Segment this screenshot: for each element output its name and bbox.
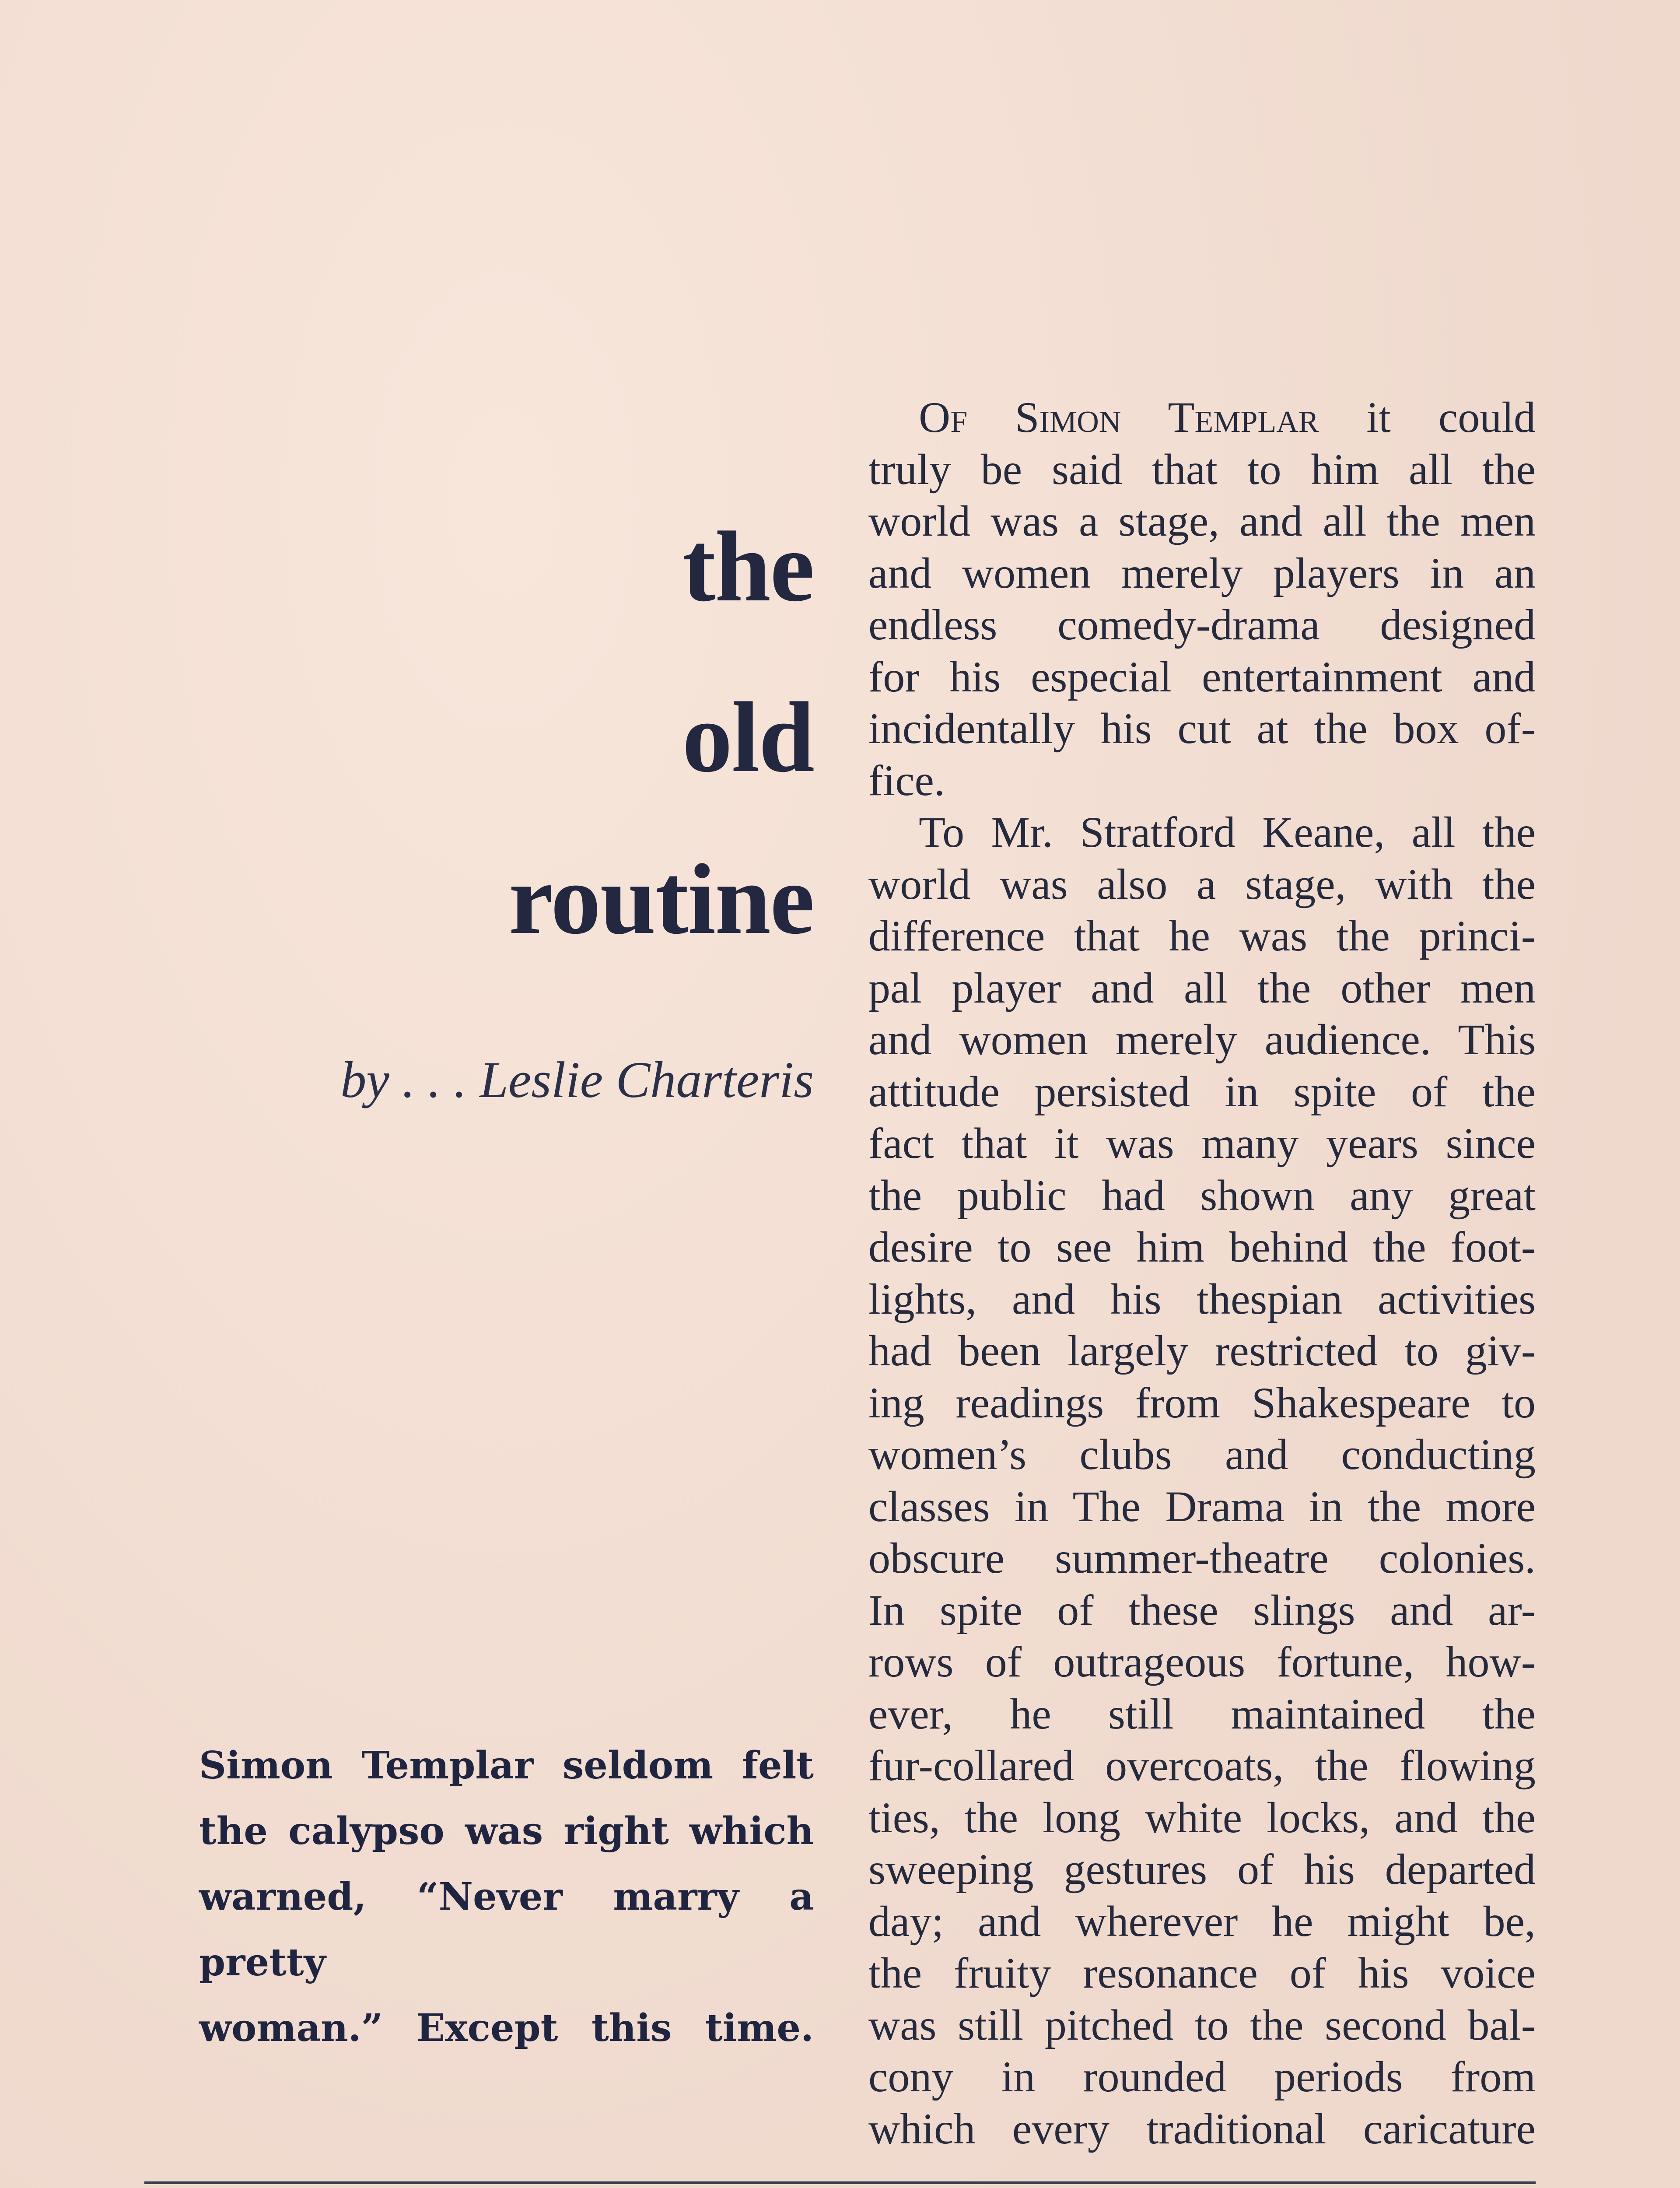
- title-line-the: the: [682, 511, 814, 622]
- body-line: day; and wherever he might be,: [868, 1897, 1536, 1946]
- body-line: desire to see him behind the foot-: [868, 1223, 1536, 1271]
- body-line: sweeping gestures of his departed: [868, 1845, 1536, 1893]
- author-byline: by . . . Leslie Charteris: [340, 1051, 814, 1108]
- story-body: [868, 392, 1536, 2155]
- body-line: In spite of these slings and ar-: [868, 1585, 1536, 1634]
- body-line: To Mr. Stratford Keane, all the: [919, 808, 1536, 856]
- body-line: classes in The Drama in the more: [868, 1482, 1536, 1531]
- body-line: difference that he was the princi-: [868, 912, 1536, 960]
- teaser-line: woman.” Except this time.: [199, 2006, 814, 2050]
- teaser-line: warned, “Never marry a pretty: [199, 1875, 814, 1985]
- body-line: attitude persisted in spite of the: [868, 1067, 1536, 1116]
- title-line-old: old: [682, 681, 814, 793]
- body-line: ever, he still maintained the: [868, 1689, 1536, 1738]
- teaser-line: the calypso was right which: [199, 1809, 814, 1853]
- body-line: ing readings from Shakespeare to: [868, 1378, 1536, 1427]
- title-line-routine: routine: [508, 843, 814, 955]
- caption-top-rule: [144, 2181, 1536, 2184]
- body-line: obscure summer-theatre colonies.: [868, 1534, 1536, 1582]
- body-line: the fruity resonance of his voice: [868, 1949, 1536, 1997]
- body-line: world was a stage, and all the men: [868, 497, 1536, 545]
- body-line: had been largely restricted to giv-: [868, 1326, 1536, 1375]
- paragraph-2: [868, 806, 1536, 2155]
- body-line: incidentally his cut at the box of-: [868, 704, 1536, 753]
- body-line: for his especial entertainment and: [868, 652, 1536, 701]
- body-first-line: Of Simon Templar it could: [919, 393, 1536, 442]
- body-line: cony in rounded periods from: [868, 2052, 1536, 2101]
- body-line: fice.: [868, 756, 945, 805]
- body-line: women’s clubs and conducting: [868, 1430, 1536, 1479]
- body-line: the public had shown any great: [868, 1171, 1536, 1220]
- body-line: fact that it was many years since: [868, 1119, 1536, 1168]
- teaser-line: Simon Templar seldom felt: [199, 1743, 814, 1788]
- body-line: fur-collared overcoats, the flowing: [868, 1741, 1536, 1790]
- body-line: endless comedy-drama designed: [868, 600, 1536, 649]
- body-line: and women merely players in an: [868, 548, 1536, 597]
- body-line: which every traditional caricature: [868, 2104, 1536, 2153]
- teaser-blurb: [199, 1733, 814, 2061]
- body-line: pal player and all the other men: [868, 963, 1536, 1012]
- body-line: truly be said that to him all the: [868, 445, 1536, 494]
- body-line: ties, the long white locks, and the: [868, 1793, 1536, 1842]
- paragraph-1: [868, 444, 1536, 807]
- body-line: lights, and his thespian activities: [868, 1274, 1536, 1323]
- body-line: was still pitched to the second bal-: [868, 2000, 1536, 2049]
- body-line: rows of outrageous fortune, how-: [868, 1637, 1536, 1686]
- body-line: and women merely audience. This: [868, 1015, 1536, 1064]
- body-line: world was also a stage, with the: [868, 859, 1536, 908]
- small-caps-opening: Of Simon Templar: [919, 393, 1319, 442]
